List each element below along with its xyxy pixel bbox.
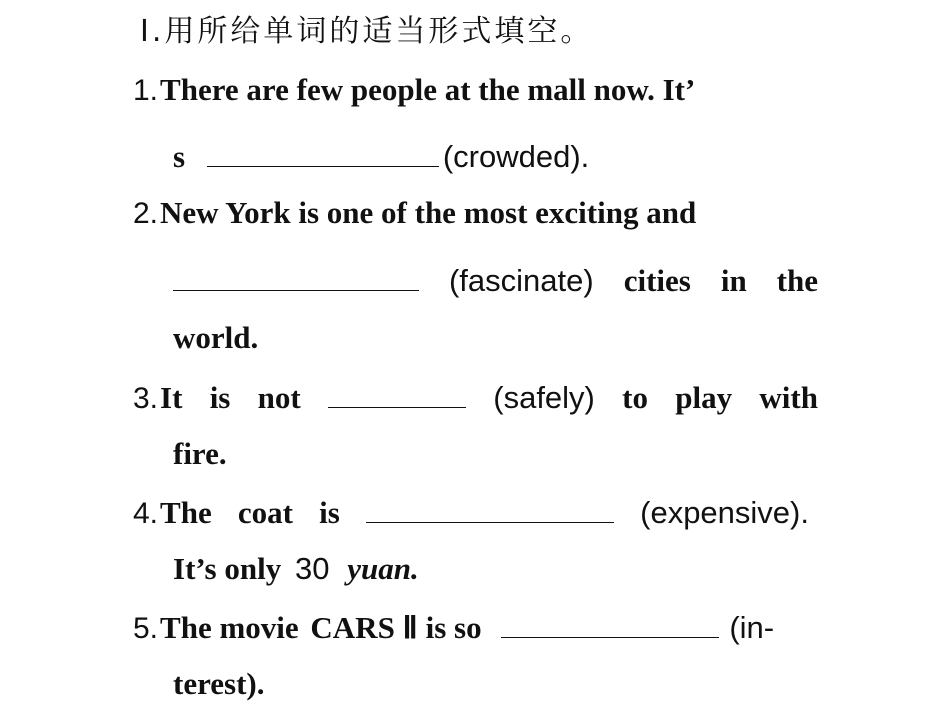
- answer-blank-5[interactable]: [501, 607, 719, 638]
- answer-blank-3[interactable]: [328, 377, 466, 408]
- question-4-word-coat: coat: [237, 495, 293, 530]
- answer-blank-4[interactable]: [366, 492, 614, 523]
- question-2-word-the: the: [776, 263, 818, 298]
- question-3-word-not: not: [257, 380, 301, 415]
- question-1-hint: (crowded).: [442, 139, 590, 174]
- question-1-text: There are few people at the mall now. It’: [160, 72, 696, 107]
- question-5-text: The movie: [160, 610, 299, 645]
- question-4-line-2: [173, 549, 419, 589]
- question-3-line-2: [173, 434, 227, 474]
- question-2-hint: (fascinate): [448, 263, 594, 298]
- question-4-currency: yuan.: [347, 551, 419, 586]
- question-5-hint: (in-: [729, 610, 775, 645]
- question-2-number: 2.: [133, 197, 159, 230]
- section-title: Ⅰ.用所给单词的适当形式填空。: [140, 14, 594, 49]
- question-4-word-the: The: [160, 495, 212, 530]
- answer-blank-1[interactable]: [207, 136, 439, 167]
- question-4-line-1: [133, 492, 809, 534]
- question-2-text-end: world.: [173, 320, 259, 355]
- question-2-line-3: [173, 318, 258, 358]
- question-3-hint: (safely): [493, 380, 595, 415]
- question-1-text-cont: s: [173, 139, 186, 174]
- question-4-number: 4.: [133, 497, 159, 530]
- question-3-word-with: with: [759, 380, 818, 415]
- question-5-text-end: terest).: [173, 666, 265, 701]
- question-3-word-it: It: [160, 380, 183, 415]
- question-2-word-cities: cities: [623, 263, 691, 298]
- question-2-line-2: [173, 260, 818, 301]
- question-2-text: New York is one of the most exciting and: [160, 195, 697, 230]
- question-1-line-2: [173, 136, 589, 177]
- question-3-line-1: [133, 377, 818, 419]
- question-3-number: 3.: [133, 382, 159, 415]
- question-3-word-is: is: [209, 380, 231, 415]
- question-2-line-1: [133, 193, 696, 234]
- question-5-line-1: [133, 607, 774, 649]
- question-1-number: 1.: [133, 74, 159, 107]
- question-5-line-2: [173, 664, 265, 704]
- question-4-hint: (expensive).: [640, 495, 809, 530]
- question-5-number: 5.: [133, 612, 159, 645]
- answer-blank-2[interactable]: [173, 260, 419, 291]
- question-2-word-in: in: [720, 263, 747, 298]
- question-1-line-1: [133, 70, 695, 111]
- question-3-word-to: to: [622, 380, 648, 415]
- question-5-movie-title: CARS Ⅱ: [310, 610, 418, 645]
- question-3-word-play: play: [675, 380, 733, 415]
- question-4-text-cont: It’s only: [173, 551, 282, 586]
- question-3-text-end: fire.: [173, 436, 227, 471]
- question-4-word-is: is: [319, 495, 340, 530]
- question-5-text-cont: is so: [425, 610, 482, 645]
- question-4-amount: 30: [294, 551, 330, 586]
